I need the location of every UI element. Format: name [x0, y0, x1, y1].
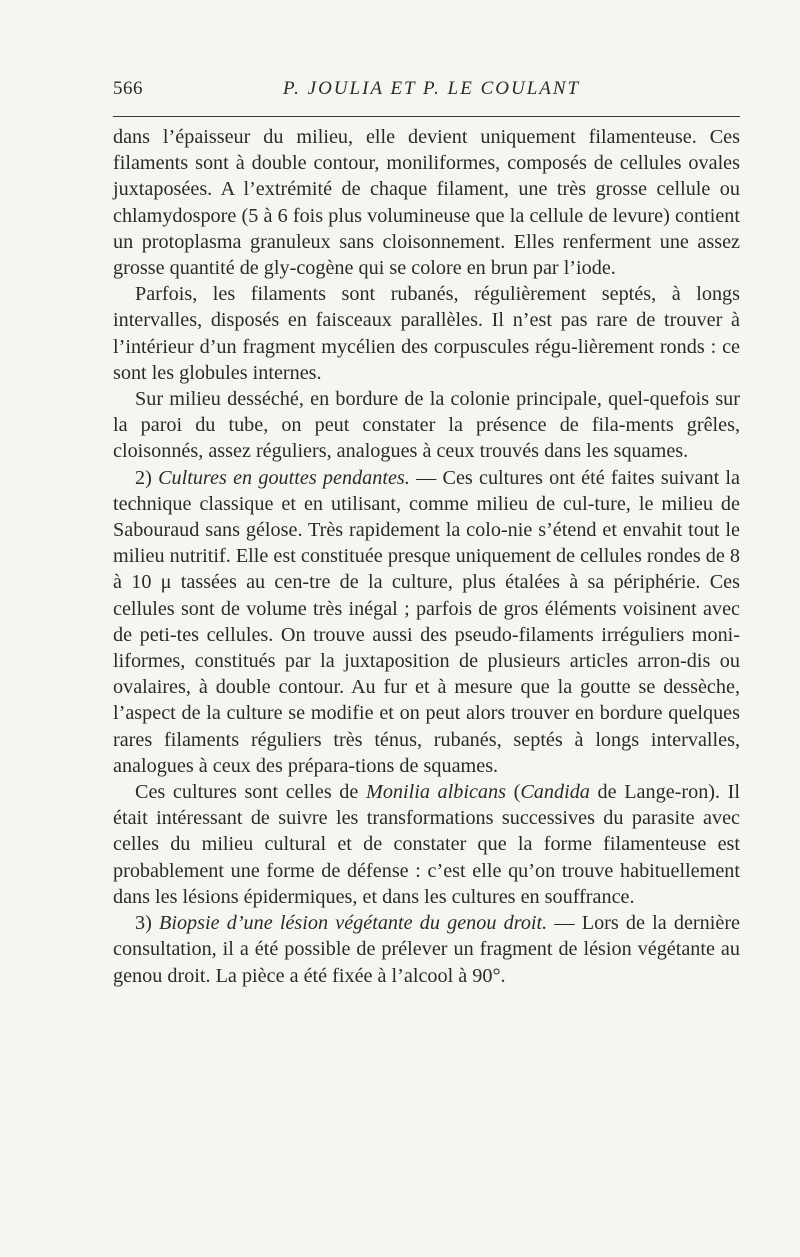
paragraph-2: Parfois, les filaments sont rubanés, régulièrement septés, à longs intervalles, disposés en faisceaux parallèles. Il n’est pas rare de trouver à l’intérieur d’un fragment mycélien des corpuscules régu-lièrement ronds : ce sont les globules internes. [113, 283, 740, 384]
paragraph-5 [113, 779, 740, 910]
page-number: 566 [113, 78, 143, 99]
section-number: 3) [135, 912, 152, 935]
paren-open: ( [513, 781, 521, 804]
paragraph-4 [113, 465, 740, 779]
paragraph-1: dans l’épaisseur du milieu, elle devient uniquement filamenteuse. Ces filaments sont à double contour, moniliformes, composés de cellules ovales juxtaposées. A l’extrémité de chaque filament, une très grosse cellule ou chlamydospore (5 à 6 fois plus volumineuse que la cellule de levure) contient un protoplasma granuleux sans cloisonnement. Elles renferment une assez grosse quantité de gly-cogène qui se colore en brun par l’iode. [113, 126, 740, 280]
species-name: Monilia albicans [366, 781, 506, 804]
section-number: 2) [135, 466, 152, 489]
header-rule [113, 116, 740, 117]
section-title: Biopsie d’une lésion végétante du genou droit. [159, 912, 548, 935]
paragraph-6-text: — Lors de la dernière consultation, il a été possible de prélever un fragment de lésion végétante au genou droit. La pièce a été fixée à l’alcool à 90°. [113, 912, 740, 987]
paragraph-3: Sur milieu desséché, en bordure de la colonie principale, quel-quefois sur la paroi du tube, on peut constater la présence de fila-ments grêles, cloisonnés, assez réguliers, analogues à ceux trouvés dans les squames. [113, 388, 740, 463]
paragraph-5-text-a: Ces cultures sont celles de [135, 781, 359, 804]
running-head: P. JOULIA ET P. LE COULANT [283, 78, 581, 99]
page-header [113, 78, 738, 106]
paragraph-6 [113, 910, 740, 989]
paragraph-5-text-b: de Lange-ron). Il était intéressant de suivre les transformations successives du parasite avec celles du milieu cultural et de constater que la forme filamenteuse est probablement une forme de défense : c’est elle qu’on trouve habituellement dans les lésions épidermiques, et dans les cultures en souffrance. [113, 781, 741, 908]
body-text [113, 124, 740, 989]
section-title: Cultures en gouttes pendantes. [158, 466, 410, 489]
paragraph-4-text: — Ces cultures ont été faites suivant la technique classique et en utilisant, comme milieu de cul-ture, le milieu de Sabouraud sans gélose. Très rapidement la colo-nie s’étend et envahit tout le milieu nutritif. Elle est constituée presque uniquement de cellules rondes de 8 à 10 μ tassées au cen-tre de la culture, plus étalées à sa périphérie. Ces cellules sont de volume très inégal ; parfois de gros éléments voisinent avec de peti-tes cellules. On trouve aussi des pseudo-filaments irréguliers moni-liformes, constitués par la juxtaposition de plusieurs articles arron-dis ou ovalaires, à double contour. Au fur et à mesure que la goutte se dessèche, l’aspect de la culture se modifie et on peut alors trouver en bordure quelques rares filaments réguliers très ténus, rubanés, septés à longs intervalles, analogues à ceux des prépara-tions de squames. [113, 466, 740, 777]
genus-name: Candida [520, 781, 590, 804]
